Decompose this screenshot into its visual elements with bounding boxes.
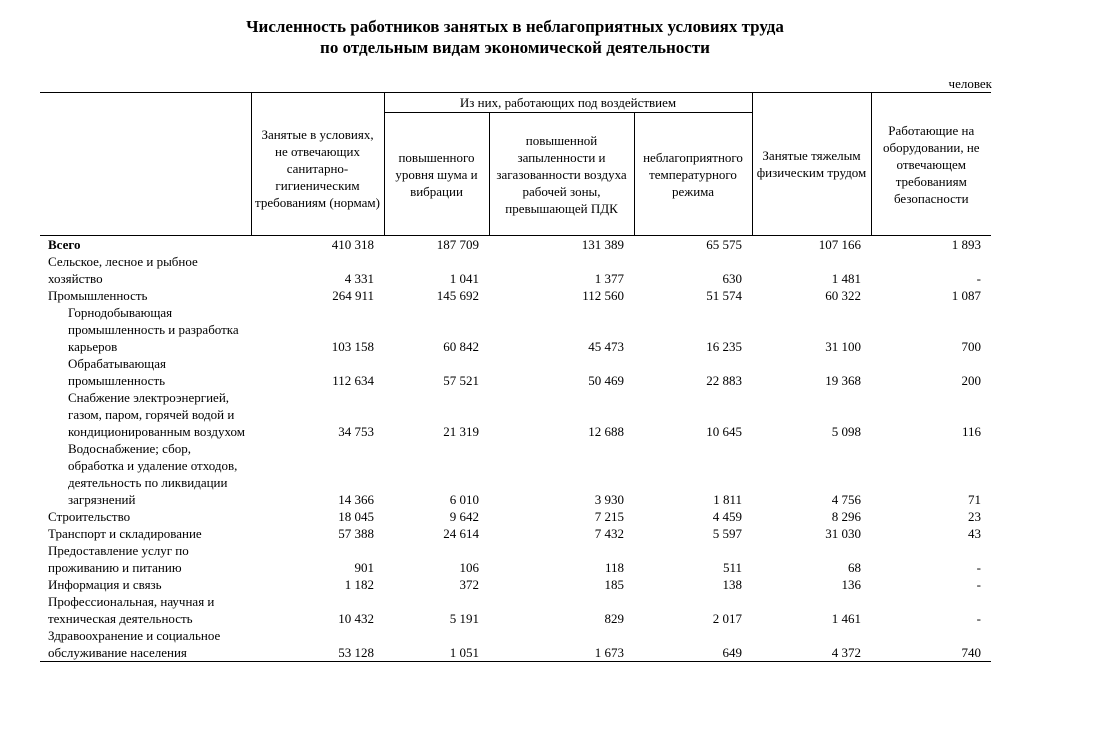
row-label: Предоставление услуг по проживанию и питанию — [48, 543, 189, 575]
cell-value: 1 041 — [449, 271, 479, 286]
row-label: Всего — [48, 237, 81, 252]
cell-value: 34 753 — [338, 424, 374, 439]
row-label: Здравоохранение и социальное обслуживание населения — [40, 627, 251, 662]
cell-value: 60 842 — [443, 339, 479, 354]
cell-value: 1 087 — [951, 288, 982, 303]
header-row-names — [40, 93, 251, 236]
cell-value: 1 377 — [594, 271, 624, 286]
cell-value: 511 — [722, 560, 743, 575]
cell-value: 138 — [722, 577, 743, 592]
cell-value: 4 756 — [831, 492, 862, 507]
cell-value: - — [976, 560, 982, 575]
row-label: Горнодобывающая промышленность и разработка карьеров — [68, 305, 239, 354]
cell-value: 19 368 — [825, 373, 862, 388]
cell-value: 21 319 — [443, 424, 479, 439]
cell-value: 4 331 — [344, 271, 374, 286]
row-label: Промышленность — [48, 288, 148, 303]
cell-value: 7 215 — [594, 509, 624, 524]
cell-value: 3 930 — [594, 492, 624, 507]
cell-value: 410 318 — [331, 237, 374, 252]
cell-value: 23 — [968, 509, 982, 524]
cell-value: 5 191 — [449, 611, 479, 626]
cell-value: 136 — [841, 577, 862, 592]
table-row — [40, 355, 991, 389]
cell-value: 649 — [634, 627, 752, 662]
table-row — [40, 304, 991, 355]
header-noise: повышенного уровня шума и вибрации — [384, 113, 489, 236]
row-label: Профессиональная, научная и техническая деятельность — [48, 594, 215, 626]
cell-value: 57 521 — [443, 373, 479, 388]
table-row — [40, 593, 991, 627]
cell-value: 10 432 — [338, 611, 374, 626]
cell-value: 700 — [961, 339, 982, 354]
table-row — [40, 253, 991, 287]
cell-value: 1 461 — [831, 611, 862, 626]
cell-value: 8 296 — [831, 509, 862, 524]
cell-value: 4 372 — [752, 627, 871, 662]
cell-value: 1 673 — [489, 627, 634, 662]
table-row — [40, 236, 991, 254]
table-title — [0, 16, 1030, 58]
cell-value: 60 322 — [825, 288, 862, 303]
cell-value: 57 388 — [338, 526, 374, 541]
title-line-1: Численность работников занятых в неблагоприятных условиях труда — [246, 17, 784, 36]
cell-value: 131 389 — [581, 237, 624, 252]
title-line-2: по отдельным видам экономической деятельности — [320, 38, 710, 57]
header-dust: повышенной запыленности и загазованности воздуха рабочей зоны, превышающей ПДК — [489, 113, 634, 236]
cell-value: 1 051 — [384, 627, 489, 662]
data-table — [40, 92, 991, 662]
cell-value: 43 — [968, 526, 982, 541]
cell-value: 4 459 — [712, 509, 743, 524]
cell-value: 6 010 — [449, 492, 479, 507]
cell-value: 1 811 — [713, 492, 743, 507]
table-row — [40, 542, 991, 576]
cell-value: 118 — [604, 560, 624, 575]
cell-value: 71 — [968, 492, 982, 507]
cell-value: 14 366 — [338, 492, 374, 507]
header-group: Из них, работающих под воздействием — [384, 93, 752, 113]
cell-value: 103 158 — [331, 339, 374, 354]
cell-value: 31 100 — [825, 339, 862, 354]
cell-value: 68 — [848, 560, 862, 575]
row-label: Обрабатывающая промышленность — [68, 356, 166, 388]
cell-value: 264 911 — [332, 288, 374, 303]
header-sanitary: Занятые в условиях, не отвечающих санитарно-гигиеническим требованиям (нормам) — [251, 93, 384, 236]
cell-value: 185 — [604, 577, 624, 592]
cell-value: 630 — [722, 271, 743, 286]
row-label: Транспорт и складирование — [48, 526, 202, 541]
cell-value: 116 — [961, 424, 982, 439]
cell-value: 53 128 — [251, 627, 384, 662]
table-row — [40, 627, 991, 662]
cell-value: 200 — [961, 373, 982, 388]
table-row — [40, 576, 991, 593]
table-body — [40, 236, 991, 662]
cell-value: 112 634 — [332, 373, 374, 388]
table-row — [40, 287, 991, 304]
cell-value: 18 045 — [338, 509, 374, 524]
unit-label: человек — [948, 76, 992, 91]
row-label: Снабжение электроэнергией, газом, паром, горячей водой и кондиционированным воздухом — [68, 390, 245, 439]
cell-value: 106 — [459, 560, 479, 575]
cell-value: - — [976, 611, 982, 626]
cell-value: 24 614 — [443, 526, 479, 541]
header-equipment: Работающие на оборудовании, не отвечающем требованиям безопасности — [871, 93, 991, 236]
cell-value: 22 883 — [706, 373, 743, 388]
row-label: Строительство — [48, 509, 131, 524]
row-label: Водоснабжение; сбор, обработка и удаление отходов, деятельность по ликвидации загрязнений — [68, 441, 238, 507]
cell-value: 50 469 — [588, 373, 624, 388]
table-row — [40, 508, 991, 525]
cell-value: - — [976, 271, 982, 286]
cell-value: 51 574 — [706, 288, 743, 303]
cell-value: - — [976, 577, 982, 592]
cell-value: 45 473 — [588, 339, 624, 354]
cell-value: 7 432 — [594, 526, 624, 541]
cell-value: 10 645 — [706, 424, 743, 439]
cell-value: 107 166 — [818, 237, 862, 252]
cell-value: 31 030 — [825, 526, 862, 541]
cell-value: 5 597 — [712, 526, 743, 541]
cell-value: 5 098 — [831, 424, 862, 439]
cell-value: 829 — [604, 611, 624, 626]
cell-value: 65 575 — [706, 237, 743, 252]
cell-value: 145 692 — [436, 288, 479, 303]
cell-value: 112 560 — [582, 288, 624, 303]
cell-value: 372 — [459, 577, 479, 592]
cell-value: 1 893 — [951, 237, 982, 252]
header-physical: Занятые тяжелым физическим трудом — [752, 93, 871, 236]
table-row — [40, 440, 991, 508]
cell-value: 187 709 — [436, 237, 479, 252]
header-temperature: неблагоприятного температурного режима — [634, 113, 752, 236]
cell-value: 740 — [871, 627, 991, 662]
cell-value: 1 182 — [344, 577, 374, 592]
row-label: Информация и связь — [48, 577, 162, 592]
row-label: Сельское, лесное и рыбное хозяйство — [48, 254, 198, 286]
cell-value: 9 642 — [449, 509, 479, 524]
cell-value: 2 017 — [712, 611, 743, 626]
cell-value: 12 688 — [588, 424, 624, 439]
table-row — [40, 389, 991, 440]
cell-value: 1 481 — [831, 271, 862, 286]
table-row — [40, 525, 991, 542]
cell-value: 16 235 — [706, 339, 743, 354]
cell-value: 901 — [354, 560, 374, 575]
